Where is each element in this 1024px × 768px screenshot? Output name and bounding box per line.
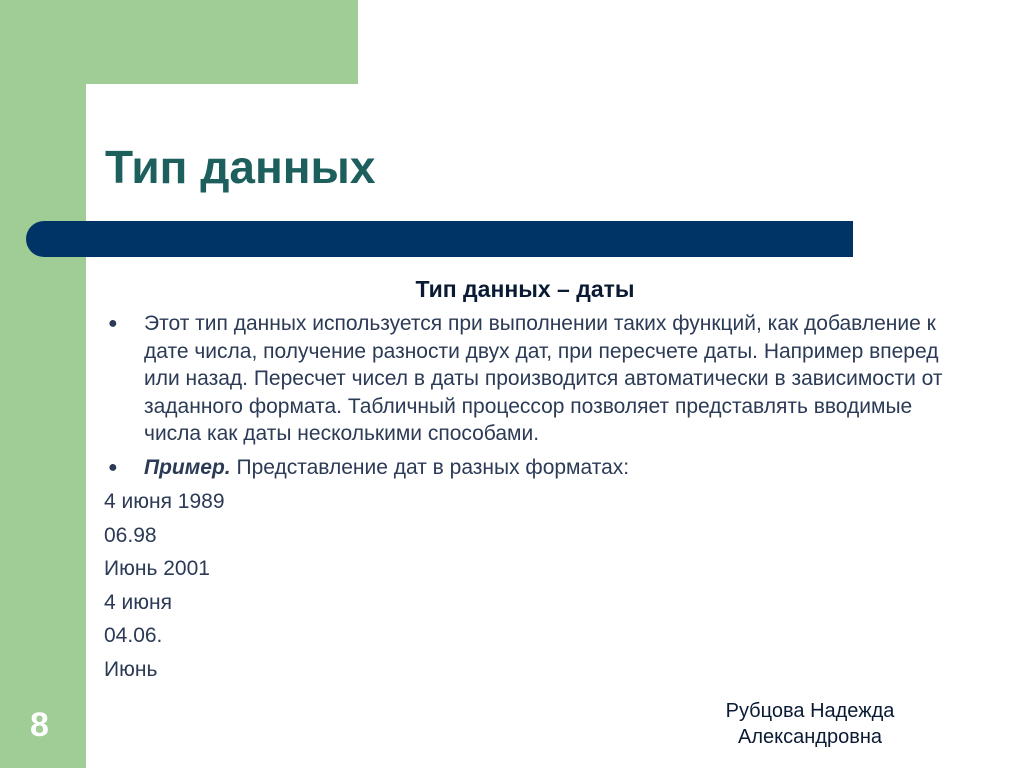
bullet-item xyxy=(104,310,964,448)
green-left-band xyxy=(0,0,86,768)
title-underline-bar xyxy=(26,221,853,257)
date-example: Июнь 2001 xyxy=(104,557,210,580)
bullet-dot-icon: ● xyxy=(108,315,118,332)
author-name-line1: Рубцова Надежда xyxy=(725,700,895,722)
bullet-item xyxy=(104,454,964,482)
author-credit xyxy=(680,698,940,750)
date-example: 4 июня xyxy=(104,590,172,614)
bullet-text: Этот тип данных используется при выполнении таких функций, как добавление к дате числа, получение разности двух дат, при пересчете даты. Например вперед или назад. Пересчет чисел в даты производится автоматически в зависимости от заданного формата. Табличный процессор позволяет представлять вводимые числа как даты несколькими способами. xyxy=(144,312,943,445)
author-name-line2: Александровна xyxy=(738,726,882,748)
example-label: Пример. xyxy=(144,455,231,479)
bullet-text: Представление дат в разных форматах: xyxy=(230,455,630,479)
slide-title: Тип данных xyxy=(105,141,376,193)
date-examples-list xyxy=(104,485,964,686)
date-example: 04.06. xyxy=(104,624,163,647)
slide-number: 8 xyxy=(30,706,49,744)
green-top-band xyxy=(0,0,358,84)
slide-body xyxy=(104,310,964,686)
bullet-dot-icon: ● xyxy=(108,458,118,476)
date-example: Июнь xyxy=(104,657,158,681)
date-example: 4 июня 1989 xyxy=(104,490,225,513)
date-example: 06.98 xyxy=(104,523,157,547)
slide-subheading: Тип данных – даты xyxy=(415,276,635,302)
